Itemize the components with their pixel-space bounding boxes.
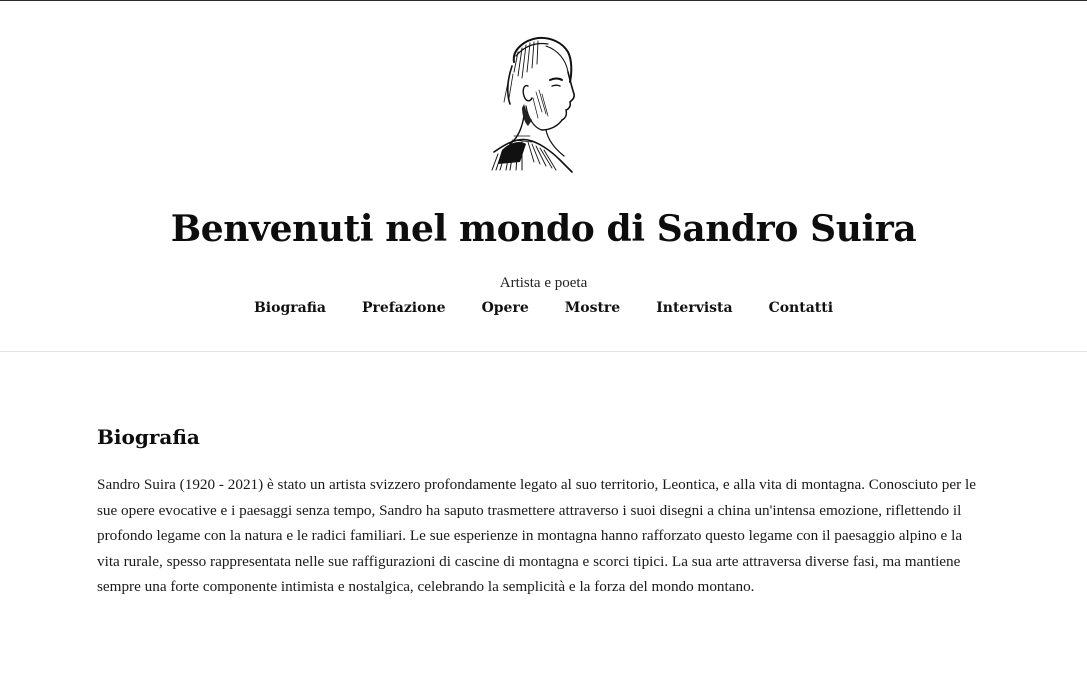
site-tagline: Artista e poeta xyxy=(499,275,588,291)
nav-item-prefazione xyxy=(362,299,446,317)
nav-link-prefazione[interactable]: Prefazione xyxy=(361,300,446,316)
nav-link-biografia[interactable]: Biografia xyxy=(253,300,326,316)
section-title: Biografia xyxy=(97,425,200,449)
site-logo[interactable] xyxy=(484,32,584,174)
nav-list xyxy=(0,299,1087,317)
nav-link-opere[interactable]: Opere xyxy=(481,300,529,316)
nav-link-intervista[interactable]: Intervista xyxy=(656,300,733,316)
nav-item-contatti xyxy=(769,299,833,317)
nav-link-mostre[interactable]: Mostre xyxy=(564,300,621,316)
nav-link-contatti[interactable]: Contatti xyxy=(768,300,834,316)
nav-item-intervista xyxy=(656,299,732,317)
nav-item-opere xyxy=(482,299,529,317)
main-navigation xyxy=(0,299,1087,317)
nav-item-mostre xyxy=(565,299,620,317)
site-title[interactable]: Benvenuti nel mondo di Sandro Suira xyxy=(170,208,917,250)
portrait-sketch-icon xyxy=(484,32,584,174)
main-content xyxy=(97,420,977,596)
biography-text: Sandro Suira (1920 - 2021) è stato un artista svizzero profondamente legato al suo territorio, Leontica, e alla vita di montagna. Conosciuto per le sue opere evocative e i paesaggi senza tempo, Sandro ha saputo trasmettere attraverso i suoi disegni a china un'intensa emozione, riflettendo il profondo legame con la natura e le radici familiari. Le sue esperienze in montagna hanno rafforzato questo legame con il paesaggio alpino e la vita rurale, spesso rappresentata nelle sue raffigurazioni di cascine di montagna e scorci tipici. La sua arte attraversa diverse fasi, ma mantiene sempre una forte componente intimista e nostalgica, celebrando la semplicità e la forza del mondo montano. xyxy=(97,476,976,596)
nav-item-biografia xyxy=(254,299,326,317)
